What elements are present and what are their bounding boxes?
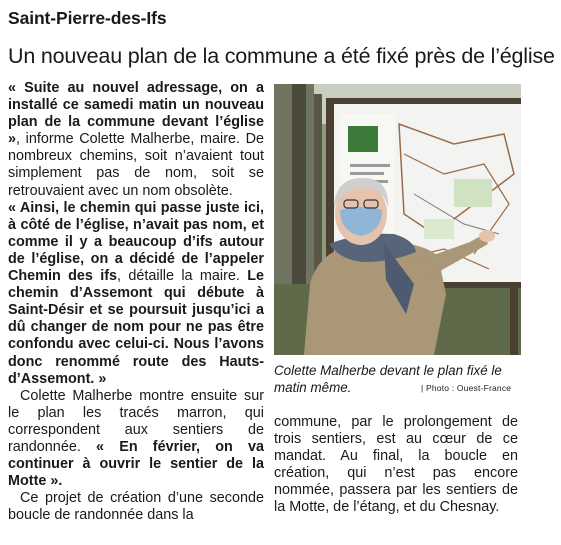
- paragraph-4: [8, 490, 264, 524]
- quote-2b: Le chemin d’Assemont qui débute à Saint-Désir et se poursuit jusqu’ici a dû changer de nom pour ne pas être confondu avec celui-ci. Nous l’avons donc renommé route des Hauts-d’Assemont. »: [8, 268, 264, 387]
- quote-1: « Suite au nouvel adressage, on a installé ce samedi matin un nouveau plan de la commune devant l’église »: [8, 80, 264, 148]
- paragraph-1-text: , informe Colette Malherbe, maire. De nombreux chemins, soit n’avaient tout simplement pas de nom, soit se retrouvaient avec un nom obsolète.: [8, 131, 264, 199]
- article-photo: [274, 84, 521, 355]
- photo-credit: | Photo : Ouest-France: [421, 383, 512, 393]
- paragraph-5: [274, 414, 518, 517]
- paragraph-5-text: commune, par le prolongement de trois sentiers, est au cœur de ce mandat. Au final, la boucle en création, qui n’est pas encore nommée, passera par les sentiers de la Motte, de l’étang, et du Chesnay.: [274, 414, 518, 516]
- paragraph-2-text: , détaille la maire.: [117, 268, 248, 285]
- kicker: Saint-Pierre-des-Ifs: [8, 8, 167, 28]
- quote-2a: « Ainsi, le chemin qui passe juste ici, à côté de l’église, n’avait pas nom, et comme il y a beaucoup d’ifs autour de l’église, on a décidé de l’appeler Chemin des ifs: [8, 199, 264, 285]
- article-column-2: [274, 414, 518, 517]
- photo-caption: Colette Malherbe devant le plan fixé le matin même.: [274, 363, 502, 395]
- quote-3-end: ».: [46, 473, 63, 490]
- paragraph-4-text: Ce projet de création d’une seconde boucle de randonnée dans la: [8, 490, 264, 524]
- paragraph-2: [8, 200, 264, 388]
- quote-3: « En février, on va continuer à ouvrir le sentier de la Motte: [8, 438, 264, 490]
- paragraph-3-text: Colette Malherbe montre ensuite sur le plan les tracés marron, qui correspondent aux sentiers de randonnée.: [8, 387, 264, 455]
- photo-illustration: [274, 84, 521, 355]
- article-column-1: [8, 80, 264, 524]
- headline: Un nouveau plan de la commune a été fixé près de l’église: [8, 44, 555, 68]
- paragraph-3: [8, 388, 264, 491]
- paragraph-1: [8, 80, 264, 200]
